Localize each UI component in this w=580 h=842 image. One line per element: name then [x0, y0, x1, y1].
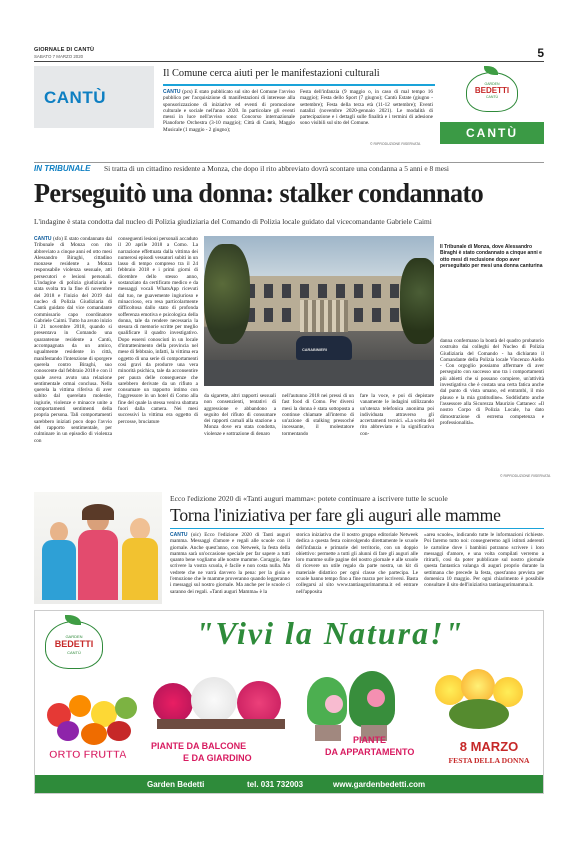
main-col3 — [204, 393, 276, 479]
mamme-col1 — [170, 532, 290, 602]
main-copyright: © RIPRODUZIONE RISERVATA — [500, 474, 551, 478]
columns — [300, 300, 348, 332]
top-story-col2 — [300, 89, 433, 141]
ad-logo-brand-small: GARDEN — [65, 634, 83, 639]
dateline: CANTÙ — [163, 89, 181, 95]
ad-footer-web[interactable]: www.gardenbedetti.com — [333, 780, 426, 789]
photo-caption: Il Tribunale di Monza, dove Alessandro Biraghi è stato condannato a cinque anni e otto mesi di reclusione dopo aver perseguitato per mesi una donna canturina — [440, 244, 543, 269]
ad-bottom[interactable] — [34, 610, 544, 794]
ad-label-piante-1: PIANTE — [353, 735, 387, 745]
ad-label-piante-2: DA APPARTAMENTO — [325, 747, 415, 757]
logo-badge — [466, 72, 518, 112]
mamme-rule — [170, 528, 544, 529]
mimosa — [427, 669, 539, 749]
ad-logo-brand: BEDETTI — [54, 639, 94, 649]
court-photo — [204, 236, 434, 386]
main-col2 — [118, 236, 198, 478]
main-kicker-text: Si tratta di un cittadino residente a Monza, che dopo il rito abbreviato dovrà scontare una condanna a 5 anni e 8 mesi — [104, 164, 449, 173]
mamme-text-3: «area scuole», indicando tutte le informazioni richieste. Poi faremo tutto noi: consegneremo agli istituti aderenti le cartoline dove i bambini potranno scrivere i loro messaggi d'amore, e una volta compilati verremo a ritirarli, così da poter pubblicare sul nostro giornale questa fantastica valanga di auguri proprio durante la settimana che precede la festa, quest'anno prevista per domenica 10 maggio. Per ogni chiarimento è possibile consultare il sito dell'iniziativa tantiaugurimamma.it. — [424, 532, 544, 589]
main-col5 — [360, 393, 434, 479]
kid-3 — [122, 518, 158, 600]
mamme-col3 — [424, 532, 544, 602]
tree-right — [400, 258, 434, 344]
police-car — [296, 336, 352, 360]
masthead — [34, 46, 544, 62]
logo-brand-sub: CANTÙ — [485, 95, 499, 99]
ad-label-orto: ORTO FRUTTA — [49, 749, 127, 761]
ad-footer — [35, 775, 544, 794]
paper-name: GIORNALE DI CANTÙ — [34, 47, 95, 53]
main-text-4: nell'autunno 2018 nei pressi di un fast food di Como. Per diversi mesi la donna è stata sottoposta a continue chiamate all'interno di un'azione di stalking pressoché incessante, il molestatore tormentando — [282, 393, 354, 437]
top-story-col1 — [163, 89, 295, 147]
main-text-1: È stato condannato dal Tribunale di Monza con rito abbreviato a cinque anni ed otto mesi Alessandro Biraghi, cittadino monzese residente a Monza responsabile violenza sessuale, atti persecutori e lesioni personali. L'indagine di polizia giudiziaria è stata svolta tra la fine di novembre del 2018 e l'inizio del 2019 dal nucleo di Polizia Giudiziaria di Cantù guidato dal vice comandante commissario capo coordinatore Gabriele Caimi. Tutto ha avuto inizio il 21 novembre 2018, quando si presentava in Comando una quarantenne residente a Cantù, accompagnata da un amico, ugualmente residente in città, manifestando l'intenzione di sporgere querela contro Biraghi, suo conoscente dal febbraio 2018 e con il quale aveva avuto una relazione sentimentale ormai conclusa. Nella querela la vittima riferiva di aver subito dal querelato molestie, ingiurie, violenze e minacce unite a comportamenti sentimenti della propria persona. Tali comportamenti sarebbero iniziati poco dopo l'avvio del rapporto sentimentale, per culminare in un episodio di violenza con — [34, 236, 112, 444]
main-headline: Perseguitò una donna: stalker condannato — [34, 178, 484, 208]
ad-footer-name: Garden Bedetti — [147, 780, 205, 789]
mamme-city-code: (oic) — [190, 532, 201, 538]
ad-top[interactable] — [440, 66, 544, 152]
section-name: CANTÙ — [44, 88, 106, 107]
street — [204, 360, 434, 386]
tree-left — [204, 244, 250, 344]
kid-2 — [78, 508, 118, 600]
ad-footer-phone: tel. 031 732003 — [247, 780, 304, 789]
ad-slogan: "Vivi la Natura!" — [195, 615, 465, 651]
main-col4 — [282, 393, 354, 479]
balcony-plants — [147, 673, 295, 745]
mamme-dateline: CANTÙ — [170, 532, 188, 538]
ad-logo-badge — [45, 621, 103, 669]
main-col1 — [34, 236, 112, 478]
top-story-rule — [163, 84, 435, 86]
ad-label-balcone-1: PIANTE DA BALCONE — [151, 741, 247, 751]
main-dateline: CANTÙ — [34, 236, 52, 242]
mamme-col2 — [296, 532, 418, 602]
logo-brand-small: GARDEN — [484, 82, 500, 86]
main-city-code: (sfo) — [53, 236, 63, 242]
main-kicker: IN TRIBUNALE — [34, 164, 91, 173]
mamme-text-1: Ecco l'edizione 2020 di Tanti auguri mamma. Messaggi d'amore e regali alle scuole con il giornale. Anche quest'anno, con Netweek, la festa della mamma sarà un'occasione speciale per far sapere a tutti quanto bene vogliamo alle nostre mamme. Coraggio, fate scrivere la vostra scuola, è facile e non costa nulla. Ma vedrete che ne varrà davvero la pena: per la gioia e l'emozione che le mamme proveranno quando leggeranno i messaggi sul nostro giornale. Ma anche per le scuole ci saranno dei regali. «Tanti auguri Mamma» è la — [170, 532, 290, 595]
top-story-text-2: Festa dell'infanzia (9 maggio o, in caso di mal tempo 16 maggio); Festa dello Sport (7 giugno); Cantù Estate (giugno - settembre); Festa della terza età (11-12 settembre); Eventi natalizi (novembre 2020-gennaio 2021). Le modalità di partecipazione e i dettagli sulle finalità e i termini di adesione sono visibili sul sito del Comune. — [300, 89, 433, 127]
main-text-3: da sigarette, altri rapporti sessuali non consenzienti, tentativi di aggressione e abbandono a seguito del rifiuto di consumare dei rapporti carnali alla stazione a Monza dove era stata condotta, violenze e sottrazione di denaro — [204, 393, 276, 437]
section-tab — [34, 66, 154, 128]
top-story-copyright: © RIPRODUZIONE RISERVATA — [370, 142, 421, 146]
main-kicker-bar — [34, 162, 544, 174]
top-story-text-1: È stato pubblicato sul sito del Comune l'avviso pubblico per l'acquisizione di manifestazioni di interesse alla sponsorizzazione di iniziative ed eventi di promozione culturale e sociale nell'anno 2020. In particolare gli eventi messi in luce nell'avviso sono: Concorso internazionale Pianoforte Orchestra (3-10 maggio); Città di Cantù, Maggio Musicale (1 maggio - 2 giugno); — [163, 89, 295, 133]
main-text-5: fare la voce, e poi di depistare vanamente le indagini utilizzando un'utenza telefonica anonima poi individuata attraverso gli accertamenti tecnici. «La scelta del rito abbreviato e la significativa con- — [360, 393, 434, 437]
mamme-headline: Torna l'iniziativa per fare gli auguri alle mamme — [170, 505, 501, 525]
top-story-headline: Il Comune cerca aiuti per le manifestazioni culturali — [163, 68, 380, 79]
ad-logo-brand-sub: CANTÙ — [67, 650, 81, 655]
ad-top-banner-text: CANTÙ — [466, 126, 518, 140]
issue-date: SABATO 7 MARZO 2020 — [34, 54, 84, 59]
main-text-6: danna confermano la bontà del quadro probatorio costruito dai colleghi del Nucleo di Polizia Giudiziaria del Comando - ha dichiarato il Comandante della Polizia locale Vincenzo Aiello - Con orgoglio possiamo affermare di aver perseguito con successo uno tra i comportamenti più abietti che si possano compiere, un'attività investigativa che è costata una certa fatica anche dal punto di vista umano, ed entrambi, il mio plauso e la mia gratitudine». Soddisfatto anche l'assessore alla Sicurezza Maurizio Cattaneo: «Il nostro Corpo di Polizia Locale, ha dato dimostrazione di estrema competenza e professionalità». — [440, 338, 544, 426]
city-code: (pcs) — [182, 89, 193, 95]
mamme-text-2: storica iniziativa che il nostro gruppo editoriale Netweek dedica a questa festa coinvolgendo direttamente le scuole dell'infanzia e primarie del territorio, con un doppio obiettivo: permette a tutti gli alunni di fare gli auguri alle loro mamme sulle pagine del nostro giornale e alle scuole di ricevere un utile regalo da parte nostra, un kit di materiale didattico per ogni classe che partecipa. Le scuole hanno tempo fino a fine marzo per iscriversi. Basta collegarsi al sito www.tantiaugurimamma.it ed entrare nell'apposita — [296, 532, 418, 595]
main-col6 — [440, 338, 544, 472]
main-text-2: conseguenti lesioni personali accaduto il 20 aprile 2018 a Como. La narrazione effettuata dalla vittima dei numerosi episodi vessatori subiti in un lasso di tempo compreso tra il 24 febbraio 2018 e i primi giorni di dicembre dello stesso anno, sostanziato da certificato medico e da messaggi vocali WhatsApp ricevuti dal tuo, ne guavemente ingiurioso e minaccioso, era resa particolarmente difficoltosa dallo stato di profonda sofferenza emotiva e psicologica della donna, tale da rendere necessaria la stesura di memorie scritte per meglio qualificare il quadro investigativo. Dopo essersi conosciuti in un locale d'intrattenimento della provincia nel mese di febbraio, infatti, la vittima era oggetto di una serie di comportamenti così gravi da produrre una vera minorità psichica, tale da acconsentire per paura delle conseguenze che sarebbero derivate da un rifiuto a consumare un rapporto intimo con l'aggressore in un hotel di Como alla fine del quale la stessa veniva sbattuta fuori dalla camera. Nei mesi successivi la vittima era oggetto di percosse, bruciature — [118, 236, 198, 425]
police-car-sign: CARABINIERI — [302, 348, 327, 352]
ad-promo-text: FESTA DELLA DONNA — [448, 756, 530, 765]
mamme-kicker: Ecco l'edizione 2020 di «Tanti auguri mamma»: potete continuare a iscrivere tutte le scuole — [170, 494, 448, 503]
page-number: 5 — [537, 46, 544, 60]
ad-top-banner — [440, 122, 544, 144]
kid-1 — [42, 522, 76, 600]
ad-promo-date: 8 MARZO — [459, 739, 519, 754]
main-subhead: L'indagine è stata condotta dal nucleo di Polizia giudiziaria del Comando di Polizia locale guidato dal vicecomandante Gabriele Caimi — [34, 217, 432, 226]
ad-label-balcone-2: E DA GIARDINO — [183, 753, 252, 763]
logo-brand: BEDETTI — [474, 86, 510, 95]
mamme-photo — [34, 492, 162, 604]
